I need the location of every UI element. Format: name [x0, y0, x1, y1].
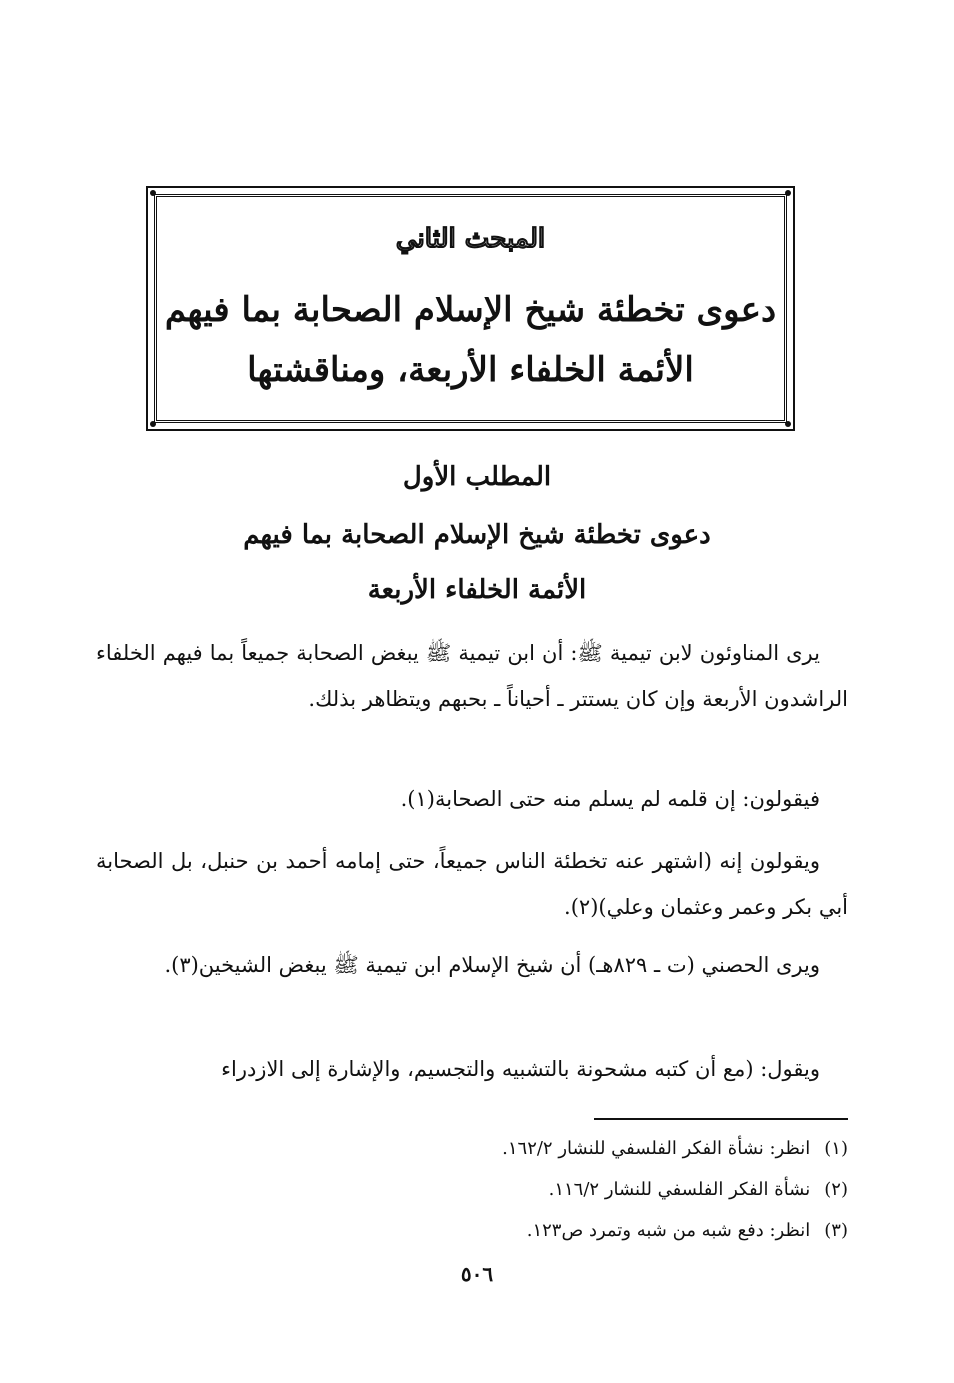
chapter-heading-frame [146, 186, 795, 431]
frame-corner-ornament [150, 421, 156, 427]
footnote [96, 1169, 848, 1210]
section-title-line2: الأئمة الخلفاء الأربعة [367, 575, 587, 605]
footnote-text: انظر: دفع شبه من شبه وتمرد ص١٢٣. [526, 1220, 811, 1241]
body-paragraph: ويقولون إنه (اشتهر عنه تخطئة الناس جميعاً، حتى إمامه أحمد بن حنبل، بل الصحابة أبي بكر وعمر وعثمان وعلي)(٢). [96, 849, 848, 919]
body-paragraph: يرى المناوئون لابن تيمية ﷺ: أن ابن تيمية ﷺ يبغض الصحابة جميعاً بما فيهم الخلفاء الراشدون الأربعة وإن كان يستتر ـ أحياناً ـ بحبهم ويتظاهر بذلك. [96, 641, 848, 711]
chapter-subtitle: المبحث الثاني [395, 224, 546, 254]
section-heading: المطلب الأول [402, 462, 552, 492]
frame-corner-ornament [785, 421, 791, 427]
chapter-title [148, 280, 793, 400]
body-paragraph: ويرى الحصني (ت ـ ٨٢٩هـ) أن شيخ الإسلام ابن تيمية ﷺ يبغض الشيخين(٣). [164, 953, 820, 977]
footnote [96, 1128, 848, 1169]
frame-corner-ornament [785, 190, 791, 196]
body-paragraph: فيقولون: إن قلمه لم يسلم منه حتى الصحابة(١). [400, 787, 820, 811]
frame-corner-ornament [150, 190, 156, 196]
body-paragraph: ويقول: (مع أن كتبه مشحونة بالتشبيه والتجسيم، والإشارة إلى الازدراء [221, 1057, 820, 1081]
footnote-number: (٣) [824, 1220, 848, 1241]
footnote [96, 1210, 848, 1251]
footnote-number: (١) [824, 1138, 848, 1159]
footnote-text: نشأة الفكر الفلسفي للنشار ١١٦/٢. [548, 1179, 811, 1200]
chapter-title-line2: الأئمة الخلفاء الأربعة، ومناقشتها [247, 350, 694, 390]
chapter-title-line1: دعوى تخطئة شيخ الإسلام الصحابة بما فيهم [164, 290, 777, 330]
section-title-line1: دعوى تخطئة شيخ الإسلام الصحابة بما فيهم [243, 520, 711, 550]
footnote-number: (٢) [824, 1179, 848, 1200]
footnote-text: انظر: نشأة الفكر الفلسفي للنشار ١٦٢/٢. [502, 1138, 811, 1159]
footnote-separator [594, 1118, 848, 1120]
page-number: ٥٠٦ [460, 1262, 494, 1286]
footnotes [96, 1128, 848, 1251]
